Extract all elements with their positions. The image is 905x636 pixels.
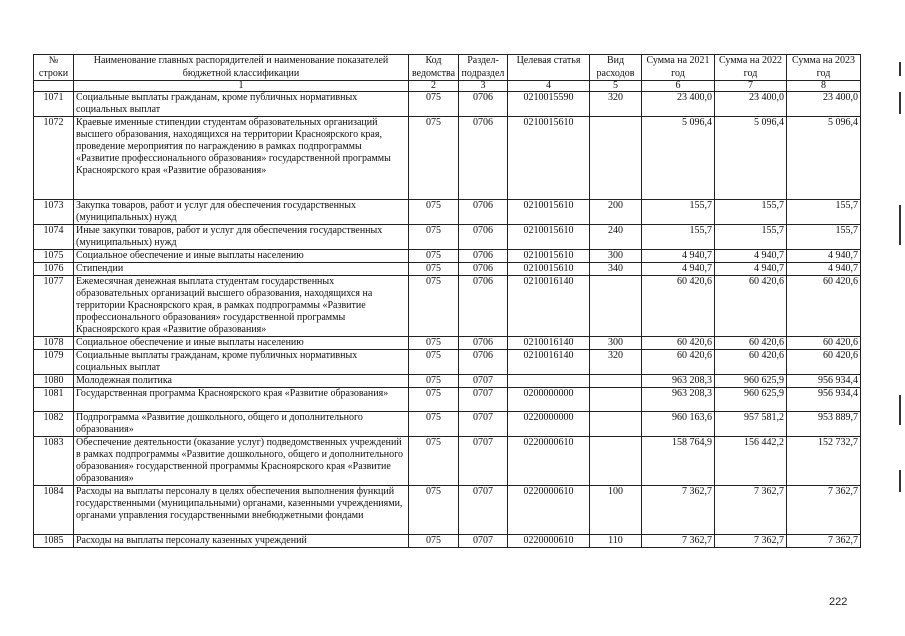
- table-row: [34, 225, 861, 250]
- table-row: [34, 250, 861, 263]
- column-number: 1: [74, 81, 409, 92]
- sum-2022: 5 096,4: [715, 117, 787, 200]
- section-code: 0707: [459, 412, 508, 437]
- row-number: 1079: [34, 350, 74, 375]
- header-target-article: Целевая статья: [508, 55, 590, 81]
- department-code: 075: [409, 535, 459, 548]
- expense-type: [590, 437, 642, 486]
- sum-2023: 7 362,7: [787, 535, 861, 548]
- target-article: 0210016140: [508, 350, 590, 375]
- row-number: 1083: [34, 437, 74, 486]
- sum-2021: 963 208,3: [642, 375, 715, 388]
- department-code: 075: [409, 200, 459, 225]
- sum-2022: 60 420,6: [715, 276, 787, 337]
- row-name: Подпрограмма «Развитие дошкольного, общего и дополнительного образования»: [74, 412, 409, 437]
- sum-2023: 152 732,7: [787, 437, 861, 486]
- table-row: [34, 92, 861, 117]
- row-number: 1085: [34, 535, 74, 548]
- row-number: 1077: [34, 276, 74, 337]
- sum-2021: 4 940,7: [642, 250, 715, 263]
- budget-table: [33, 54, 861, 548]
- expense-type: [590, 375, 642, 388]
- table-row: [34, 263, 861, 276]
- sum-2022: 7 362,7: [715, 486, 787, 535]
- table-row: [34, 535, 861, 548]
- row-number: 1071: [34, 92, 74, 117]
- department-code: 075: [409, 437, 459, 486]
- section-code: 0707: [459, 535, 508, 548]
- sum-2023: 7 362,7: [787, 486, 861, 535]
- section-code: 0706: [459, 263, 508, 276]
- section-code: 0706: [459, 117, 508, 200]
- row-number: 1082: [34, 412, 74, 437]
- sum-2021: 60 420,6: [642, 337, 715, 350]
- sum-2023: 155,7: [787, 200, 861, 225]
- section-code: 0706: [459, 250, 508, 263]
- section-code: 0706: [459, 337, 508, 350]
- target-article: 0210015610: [508, 263, 590, 276]
- expense-type: 240: [590, 225, 642, 250]
- header-sum-2022: Сумма на 2022 год: [715, 55, 787, 81]
- expense-type: 110: [590, 535, 642, 548]
- expense-type: 340: [590, 263, 642, 276]
- sum-2021: 158 764,9: [642, 437, 715, 486]
- row-number: 1075: [34, 250, 74, 263]
- page-number: 222: [829, 596, 848, 608]
- sum-2022: 957 581,2: [715, 412, 787, 437]
- header-name: Наименование главных распорядителей и наименование показателей бюджетной классификации: [74, 55, 409, 81]
- scan-edge-mark: [899, 62, 901, 76]
- section-code: 0706: [459, 350, 508, 375]
- column-number: [34, 81, 74, 92]
- target-article: 0200000000: [508, 388, 590, 412]
- sum-2023: 60 420,6: [787, 350, 861, 375]
- sum-2022: 4 940,7: [715, 250, 787, 263]
- sum-2021: 7 362,7: [642, 486, 715, 535]
- header-expense-type: Вид расходов: [590, 55, 642, 81]
- column-number: 4: [508, 81, 590, 92]
- sum-2023: 155,7: [787, 225, 861, 250]
- column-number: 5: [590, 81, 642, 92]
- row-name: Закупка товаров, работ и услуг для обеспечения государственных (муниципальных) нужд: [74, 200, 409, 225]
- table-row: [34, 412, 861, 437]
- sum-2022: 156 442,2: [715, 437, 787, 486]
- table-row: [34, 350, 861, 375]
- row-name: Обеспечение деятельности (оказание услуг) подведомственных учреждений в рамках подпрограммы «Развитие дошкольного, общего и дополнительного образования» государственной программы Красноярского края «Развитие образования»: [74, 437, 409, 486]
- row-number: 1073: [34, 200, 74, 225]
- table-header-row: [34, 55, 861, 81]
- sum-2022: 60 420,6: [715, 337, 787, 350]
- sum-2023: 956 934,4: [787, 388, 861, 412]
- row-number: 1074: [34, 225, 74, 250]
- sum-2022: 155,7: [715, 200, 787, 225]
- section-code: 0706: [459, 276, 508, 337]
- row-name: Расходы на выплаты персоналу казенных учреждений: [74, 535, 409, 548]
- table-row: [34, 337, 861, 350]
- sum-2021: 155,7: [642, 200, 715, 225]
- sum-2021: 60 420,6: [642, 350, 715, 375]
- column-number: 3: [459, 81, 508, 92]
- scan-edge-mark: [899, 470, 901, 492]
- target-article: 0210015590: [508, 92, 590, 117]
- target-article: 0210016140: [508, 276, 590, 337]
- department-code: 075: [409, 276, 459, 337]
- department-code: 075: [409, 388, 459, 412]
- row-name: Государственная программа Красноярского края «Развитие образования»: [74, 388, 409, 412]
- row-number: 1076: [34, 263, 74, 276]
- target-article: 0220000610: [508, 486, 590, 535]
- target-article: 0220000610: [508, 437, 590, 486]
- sum-2022: 155,7: [715, 225, 787, 250]
- expense-type: 300: [590, 250, 642, 263]
- row-name: Молодежная политика: [74, 375, 409, 388]
- department-code: 075: [409, 375, 459, 388]
- sum-2022: 960 625,9: [715, 388, 787, 412]
- table-row: [34, 437, 861, 486]
- table-row: [34, 117, 861, 200]
- expense-type: [590, 276, 642, 337]
- sum-2021: 4 940,7: [642, 263, 715, 276]
- department-code: 075: [409, 250, 459, 263]
- expense-type: 300: [590, 337, 642, 350]
- row-name: Социальные выплаты гражданам, кроме публичных нормативных социальных выплат: [74, 350, 409, 375]
- department-code: 075: [409, 117, 459, 200]
- sum-2021: 23 400,0: [642, 92, 715, 117]
- section-code: 0706: [459, 200, 508, 225]
- section-code: 0707: [459, 437, 508, 486]
- target-article: 0210015610: [508, 250, 590, 263]
- sum-2023: 60 420,6: [787, 337, 861, 350]
- scan-edge-mark: [899, 395, 901, 425]
- header-row-number: № строки: [34, 55, 74, 81]
- row-number: 1084: [34, 486, 74, 535]
- sum-2023: 23 400,0: [787, 92, 861, 117]
- target-article: 0220000000: [508, 412, 590, 437]
- sum-2021: 960 163,6: [642, 412, 715, 437]
- column-number: 6: [642, 81, 715, 92]
- sum-2023: 4 940,7: [787, 263, 861, 276]
- column-number: 2: [409, 81, 459, 92]
- row-number: 1072: [34, 117, 74, 200]
- sum-2022: 7 362,7: [715, 535, 787, 548]
- sum-2022: 23 400,0: [715, 92, 787, 117]
- target-article: 0210015610: [508, 117, 590, 200]
- section-code: 0706: [459, 92, 508, 117]
- sum-2023: 60 420,6: [787, 276, 861, 337]
- sum-2023: 953 889,7: [787, 412, 861, 437]
- expense-type: [590, 412, 642, 437]
- sum-2021: 7 362,7: [642, 535, 715, 548]
- scan-edge-mark: [899, 92, 901, 114]
- expense-type: 100: [590, 486, 642, 535]
- row-name: Социальное обеспечение и иные выплаты населению: [74, 337, 409, 350]
- row-name: Краевые именные стипендии студентам образовательных организаций высшего образования, находящихся на территории Красноярского края, проведение мероприятия по награждению в рамках подпрограммы «Развитие профессионального образования» государственной программы Красноярского края «Развитие образования»: [74, 117, 409, 200]
- row-number: 1080: [34, 375, 74, 388]
- row-name: Стипендии: [74, 263, 409, 276]
- row-number: 1078: [34, 337, 74, 350]
- row-name: Ежемесячная денежная выплата студентам государственных образовательных организаций высшего образования, находящихся на территории Красноярского края, в рамках подпрограммы «Развитие профессионального образования» государственной программы Красноярского края «Развитие образования»: [74, 276, 409, 337]
- sum-2022: 960 625,9: [715, 375, 787, 388]
- header-sum-2023: Сумма на 2023 год: [787, 55, 861, 81]
- sum-2022: 60 420,6: [715, 350, 787, 375]
- table-row: [34, 200, 861, 225]
- section-code: 0706: [459, 225, 508, 250]
- section-code: 0707: [459, 375, 508, 388]
- sum-2023: 5 096,4: [787, 117, 861, 200]
- department-code: 075: [409, 225, 459, 250]
- column-number: 7: [715, 81, 787, 92]
- table-row: [34, 276, 861, 337]
- table-row: [34, 375, 861, 388]
- expense-type: 320: [590, 92, 642, 117]
- expense-type: 200: [590, 200, 642, 225]
- expense-type: 320: [590, 350, 642, 375]
- target-article: 0220000610: [508, 535, 590, 548]
- expense-type: [590, 117, 642, 200]
- column-number-row: [34, 81, 861, 92]
- section-code: 0707: [459, 388, 508, 412]
- target-article: 0210015610: [508, 200, 590, 225]
- sum-2022: 4 940,7: [715, 263, 787, 276]
- expense-type: [590, 388, 642, 412]
- sum-2021: 963 208,3: [642, 388, 715, 412]
- header-section: Раздел-подраздел: [459, 55, 508, 81]
- sum-2023: 956 934,4: [787, 375, 861, 388]
- target-article: [508, 375, 590, 388]
- sum-2021: 5 096,4: [642, 117, 715, 200]
- row-name: Расходы на выплаты персоналу в целях обеспечения выполнения функций государственными (муниципальными) органами, казенными учреждениями, органами управления государственными внебюджетными фондами: [74, 486, 409, 535]
- table-row: [34, 388, 861, 412]
- header-sum-2021: Сумма на 2021 год: [642, 55, 715, 81]
- department-code: 075: [409, 350, 459, 375]
- sum-2021: 60 420,6: [642, 276, 715, 337]
- row-name: Социальные выплаты гражданам, кроме публичных нормативных социальных выплат: [74, 92, 409, 117]
- row-name: Иные закупки товаров, работ и услуг для обеспечения государственных (муниципальных) нужд: [74, 225, 409, 250]
- column-number: 8: [787, 81, 861, 92]
- header-department-code: Код ведомства: [409, 55, 459, 81]
- row-name: Социальное обеспечение и иные выплаты населению: [74, 250, 409, 263]
- department-code: 075: [409, 486, 459, 535]
- department-code: 075: [409, 337, 459, 350]
- department-code: 075: [409, 92, 459, 117]
- section-code: 0707: [459, 486, 508, 535]
- department-code: 075: [409, 412, 459, 437]
- scan-edge-mark: [899, 205, 901, 245]
- target-article: 0210016140: [508, 337, 590, 350]
- target-article: 0210015610: [508, 225, 590, 250]
- sum-2021: 155,7: [642, 225, 715, 250]
- table-row: [34, 486, 861, 535]
- department-code: 075: [409, 263, 459, 276]
- row-number: 1081: [34, 388, 74, 412]
- sum-2023: 4 940,7: [787, 250, 861, 263]
